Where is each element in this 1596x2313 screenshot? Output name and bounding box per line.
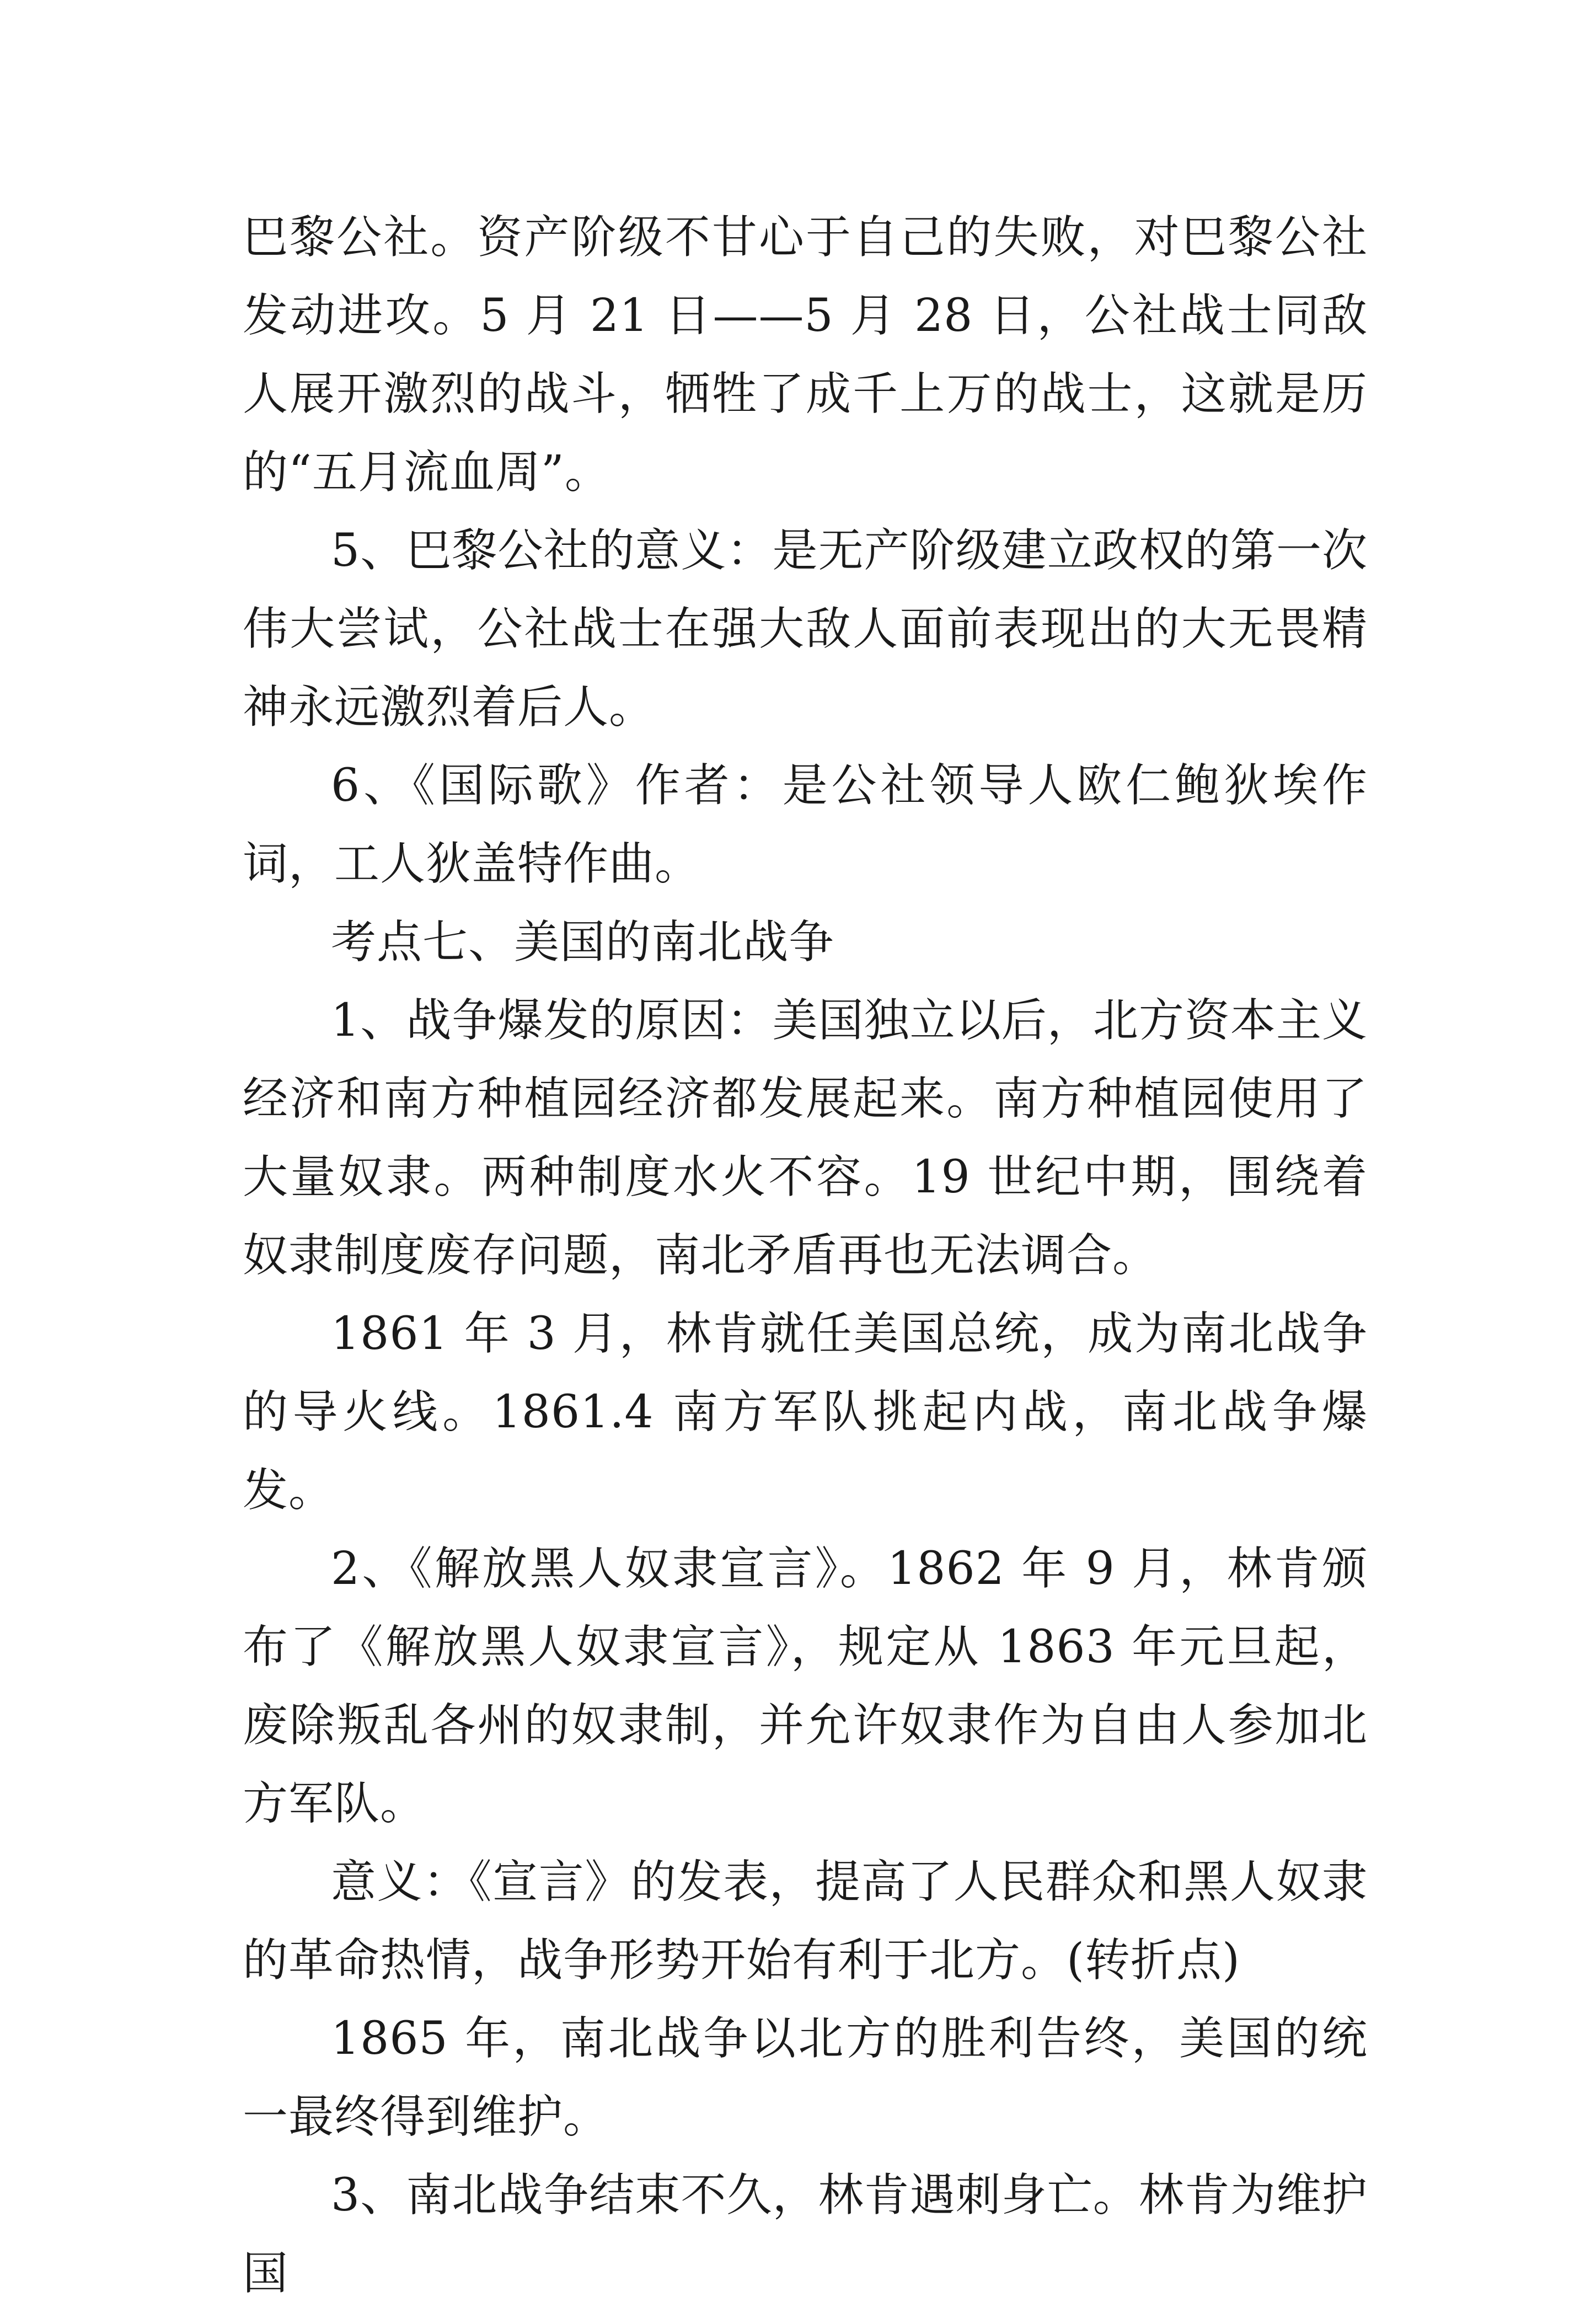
section-heading-american-civil-war: 考点七、美国的南北战争 — [331, 916, 835, 968]
paragraph-war-end: 1865 年，南北战争以北方的胜利告终，美国的统一最终得到维护。 — [243, 2012, 1368, 2143]
body-text — [243, 199, 1368, 2313]
paragraph-war-causes: 1、战争爆发的原因：美国独立以后，北方资本主义经济和南方种植园经济都发展起来。南方种植园使用了大量奴隶。两种制度水火不容。19 世纪中期，围绕着奴隶制度废存问题，南北矛盾再也无法调合。 — [243, 994, 1368, 1282]
paragraph-lincoln-assassination: 3、南北战争结束不久，林肯遇刺身亡。林肯为维护国 — [243, 2169, 1368, 2300]
paragraph-internationale-authors: 6、《国际歌》作者：是公社领导人欧仁鲍狄埃作词，工人狄盖特作曲。 — [243, 759, 1368, 890]
paragraph-lincoln-inauguration: 1861 年 3 月，林肯就任美国总统，成为南北战争的导火线。1861.4 南方军队挑起内战，南北战争爆发。 — [243, 1308, 1368, 1517]
paragraph-emancipation-proclamation: 2、《解放黑人奴隶宣言》。1862 年 9 月，林肯颁布了《解放黑人奴隶宣言》，规定从 1863 年元旦起，废除叛乱各州的奴隶制，并允许奴隶作为自由人参加北方军队。 — [243, 1543, 1368, 1830]
paragraph-paris-commune-significance: 5、巴黎公社的意义：是无产阶级建立政权的第一次伟大尝试，公社战士在强大敌人面前表现出的大无畏精神永远激烈着后人。 — [243, 524, 1368, 733]
paragraph-paris-commune-defeat: 巴黎公社。资产阶级不甘心于自己的失败，对巴黎公社发动进攻。5 月 21 日——5 月 28 日，公社战士同敌人展开激烈的战斗，牺牲了成千上万的战士，这就是历的“五月流血周”。 — [243, 211, 1368, 499]
paragraph-proclamation-significance: 意义：《宣言》的发表，提高了人民群众和黑人奴隶的革命热情，战争形势开始有利于北方。(转折点) — [243, 1856, 1368, 1987]
